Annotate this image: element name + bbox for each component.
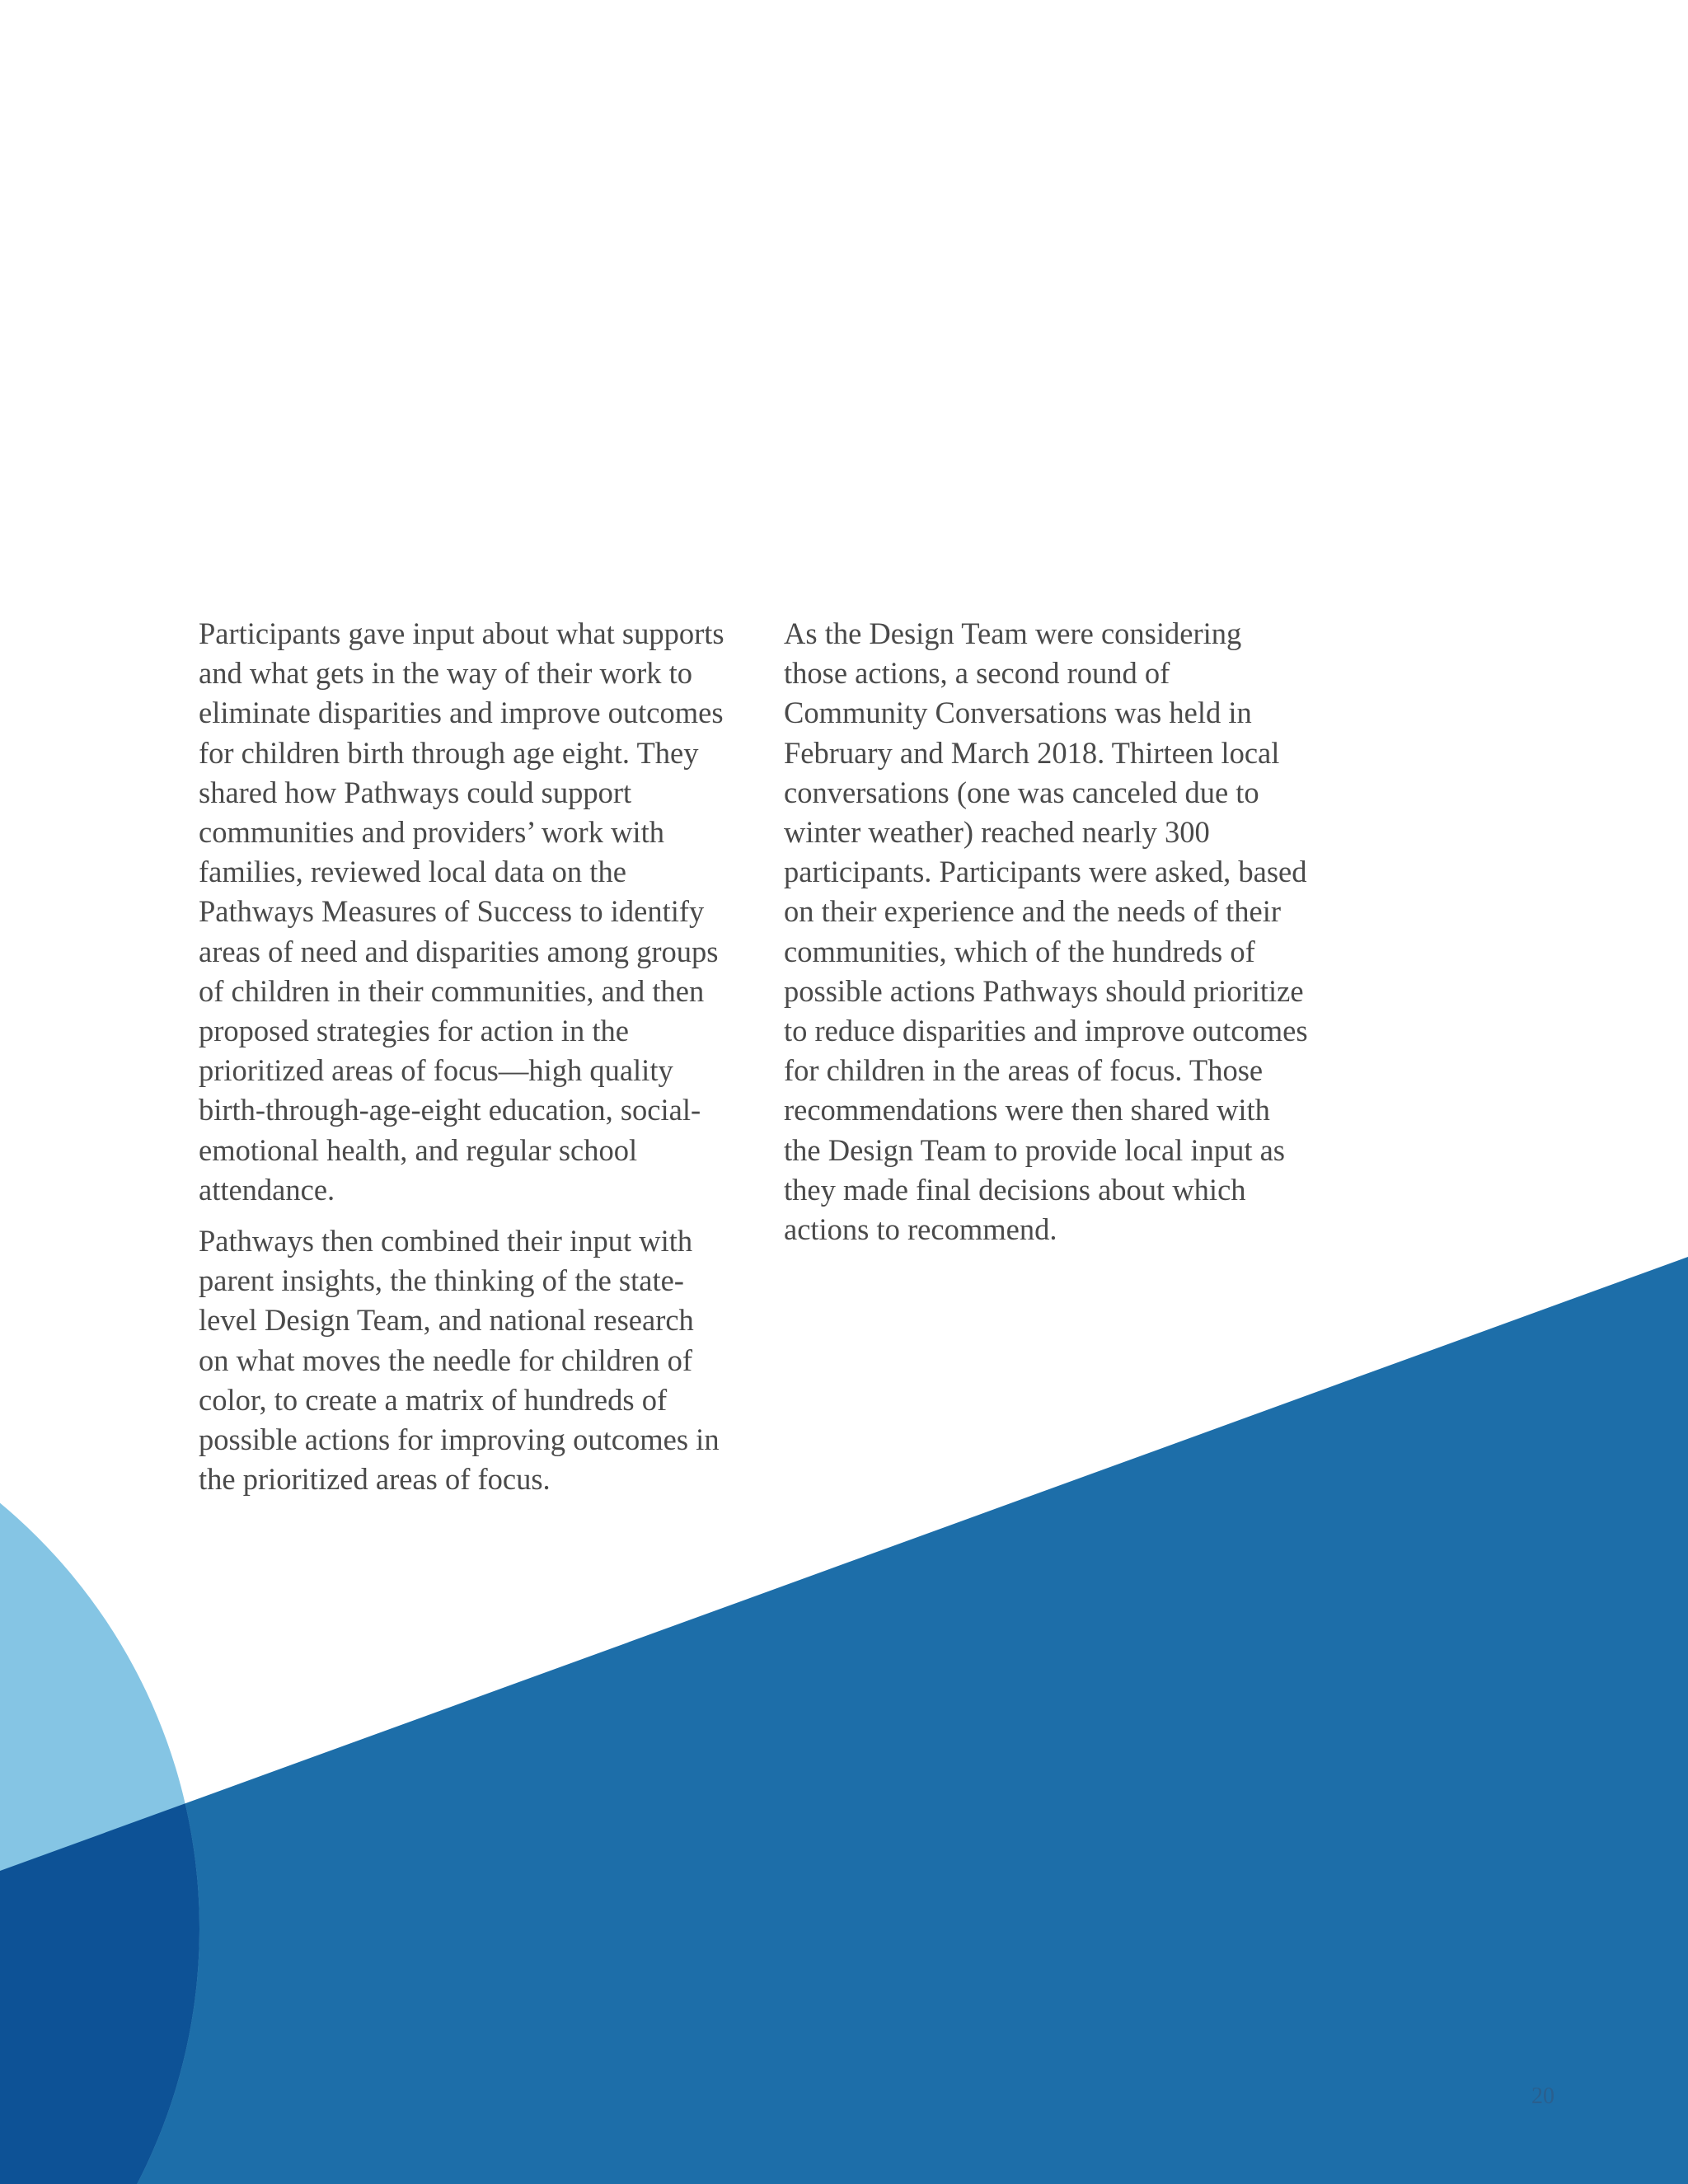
left-paragraph-1: Participants gave input about what supports and what gets in the way of their work to eliminate disparities and improve outcomes for children birth through age eight. They shared how Pathways could support communities and providers’ work with families, reviewed local data on the Pathways Measures of Success to identify areas of need and disparities among groups of children in their communities, and then proposed strategies for action in the prioritized areas of focus—high quality birth-through-age-eight education, social-emotional health, and regular school attendance. xyxy=(199,616,724,1207)
page-number: 20 xyxy=(1531,2083,1554,2109)
right-paragraph-1: As the Design Team were considering those actions, a second round of Community Conversations was held in February and March 2018. Thirteen local conversations (one was canceled due to winter weather) reached nearly 300 participants. Participants were asked, based on their experience and the needs of their communities, which of the hundreds of possible actions Pathways should prioritize to reduce disparities and improve outcomes for children in the areas of focus. Those recommendations were then shared with the Design Team to provide local input as they made final decisions about which actions to recommend. xyxy=(784,616,1308,1247)
right-text-column xyxy=(784,614,1311,1261)
left-text-column xyxy=(199,614,726,1511)
left-paragraph-2: Pathways then combined their input with parent insights, the thinking of the state-level Design Team, and national research on what moves the needle for children of color, to create a matrix of hundreds of possible actions for improving outcomes in the prioritized areas of focus. xyxy=(199,1224,720,1497)
